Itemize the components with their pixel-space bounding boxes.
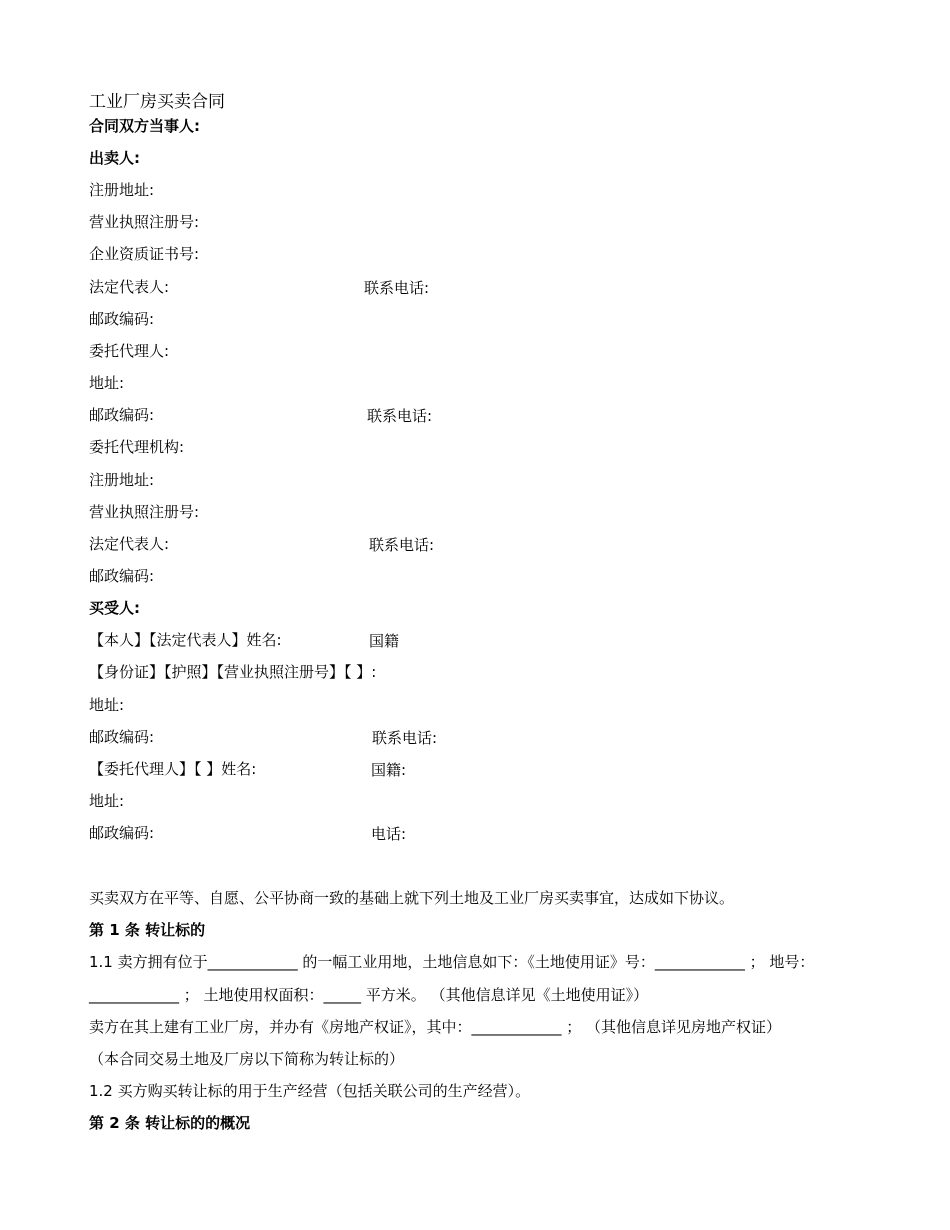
seller-agent: 委托代理人: [89,342,170,360]
seller-legal-rep: 法定代表人: [89,278,170,296]
buyer-agent-line: 【委托代理人】【 】姓名: [89,760,257,778]
seller-license-no: 营业执照注册号: [89,213,200,231]
buyer-phone-1: 联系电话: [372,729,438,747]
buyer-agent-address: 地址: [89,792,125,810]
article-1-1-line-d: （本合同交易土地及厂房以下简称为转让标的） [89,1050,405,1068]
buyer-address: 地址: [89,696,125,714]
seller-agent-phone: 联系电话: [367,407,433,425]
seller-postcode-1: 邮政编码: [89,310,155,328]
seller-postcode-3: 邮政编码: [89,567,155,585]
article-1-heading: 第 1 条 转让标的 [89,921,206,939]
seller-postcode-2: 邮政编码: [89,406,155,424]
buyer-phone-2: 电话: [371,825,407,843]
seller-agent-address: 地址: [89,374,125,392]
seller-qualification-no: 企业资质证书号: [89,245,200,263]
article-1-1-line-c: 卖方在其上建有工业厂房，并办有《房地产权证》，其中：____________ ； （其他信息详见房地产权证） [89,1018,782,1036]
intro-paragraph: 买卖双方在平等、自愿、公平协商一致的基础上就下列土地及工业厂房买卖事宜，达成如下协议。 [89,889,735,907]
seller-agency-phone: 联系电话: [369,536,435,554]
seller-heading: 出卖人: [89,149,140,167]
article-1-1-line-a: 1.1 卖方拥有位于____________ 的一幅工业用地，土地信息如下：《土地使用证》号：____________ ； 地号： [89,953,815,971]
article-1-1-line-b: ____________ ； 土地使用权面积：_____ 平方米。 （其他信息详见《土地使用证》） [89,986,649,1004]
seller-agency-license-no: 营业执照注册号: [89,503,200,521]
seller-agency: 委托代理机构: [89,438,185,456]
seller-reg-address: 注册地址: [89,181,155,199]
article-1-2: 1.2 买方购买转让标的用于生产经营（包括关联公司的生产经营）。 [89,1082,531,1100]
buyer-postcode-2: 邮政编码: [89,824,155,842]
seller-legal-rep-phone: 联系电话: [364,279,430,297]
buyer-id-line: 【身份证】【护照】【营业执照注册号】【 】: [89,663,377,681]
article-2-heading: 第 2 条 转让标的的概况 [89,1114,251,1132]
buyer-name-line: 【本人】【法定代表人】姓名: [89,631,282,649]
buyer-postcode-1: 邮政编码: [89,728,155,746]
parties-heading: 合同双方当事人: [89,117,200,135]
document-title: 工业厂房买卖合同 [89,92,225,112]
seller-agency-legal-rep: 法定代表人: [89,535,170,553]
seller-agency-reg-address: 注册地址: [89,471,155,489]
buyer-agent-nationality: 国籍: [371,761,407,779]
buyer-nationality: 国籍 [369,632,400,650]
buyer-heading: 买受人: [89,599,140,617]
